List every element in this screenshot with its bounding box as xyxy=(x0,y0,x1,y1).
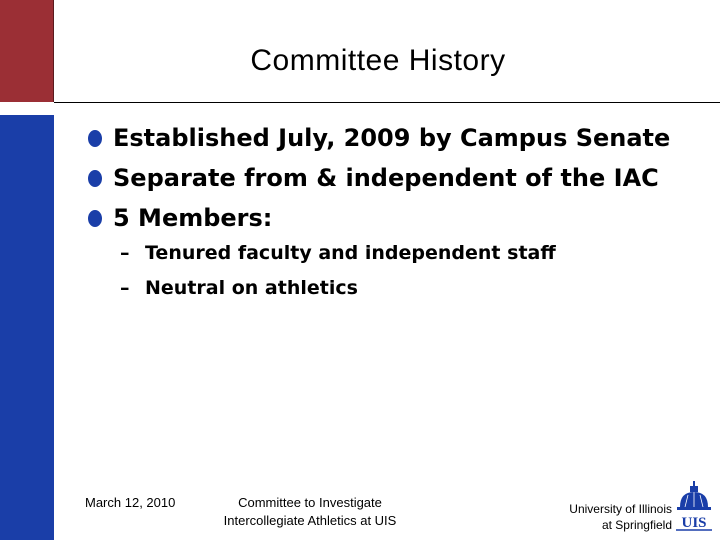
logo-text: UIS xyxy=(681,515,707,531)
footer-university-line1: University of Illinois xyxy=(569,502,672,516)
footer-committee-line2: Intercollegiate Athletics at UIS xyxy=(223,513,397,528)
bullet-list xyxy=(88,118,670,238)
bullet-text: 5 Members: xyxy=(113,204,273,232)
bullet-item xyxy=(88,198,670,238)
blue-dot-icon xyxy=(88,170,102,187)
footer-committee xyxy=(190,494,430,530)
sub-bullet-list xyxy=(120,236,556,306)
bullet-item xyxy=(88,118,670,158)
sub-bullet-text: Neutral on athletics xyxy=(145,277,358,299)
footer-date: March 12, 2010 xyxy=(85,495,176,510)
red-accent-bar xyxy=(0,0,54,102)
footer-university-line2: at Springfield xyxy=(601,518,672,532)
blue-dot-icon xyxy=(88,210,102,227)
bullet-item xyxy=(88,158,670,198)
footer-university xyxy=(569,501,672,533)
blue-dot-icon xyxy=(88,130,102,147)
bullet-text: Established July, 2009 by Campus Senate xyxy=(113,124,671,152)
dash-marker: – xyxy=(120,242,130,264)
blue-accent-bar xyxy=(0,115,54,540)
sub-bullet-item xyxy=(120,271,556,306)
uis-capitol-dome-icon xyxy=(672,481,716,533)
title-divider xyxy=(54,102,720,103)
footer-committee-line1: Committee to Investigate xyxy=(238,495,382,510)
dash-marker: – xyxy=(120,277,130,299)
sub-bullet-item xyxy=(120,236,556,271)
bullet-text: Separate from & independent of the IAC xyxy=(113,164,659,192)
slide-title: Committee History xyxy=(250,44,506,77)
sub-bullet-text: Tenured faculty and independent staff xyxy=(145,242,556,264)
